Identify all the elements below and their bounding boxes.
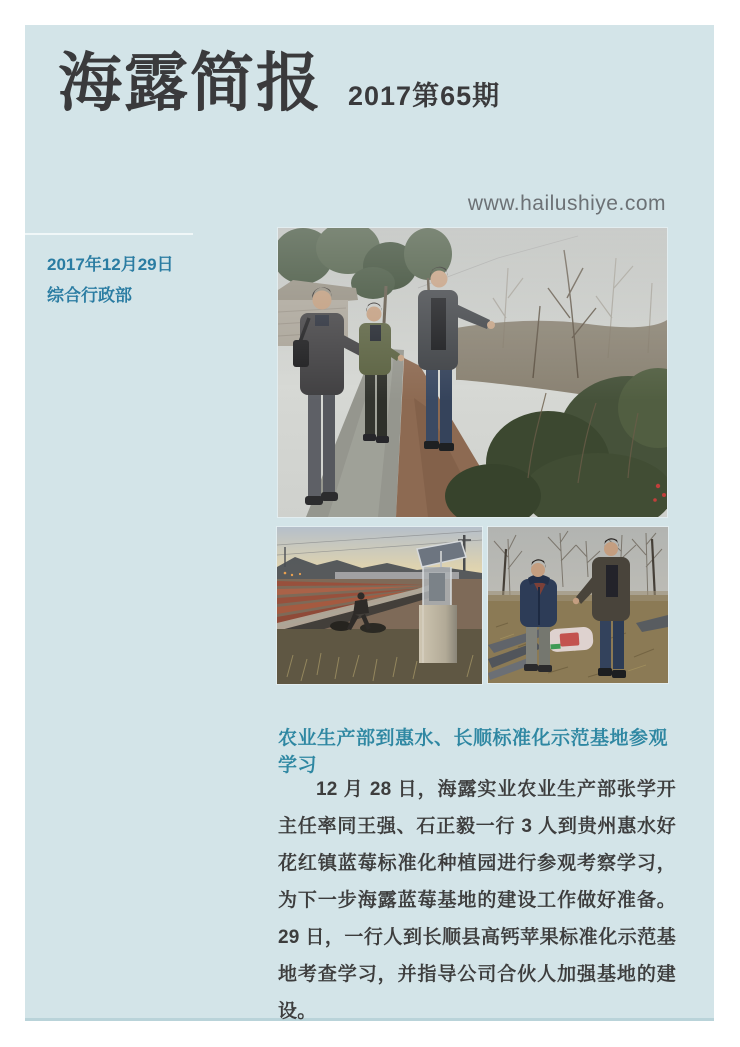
- issue-meta: [47, 249, 174, 311]
- article-headline: 农业生产部到惠水、长顺标准化示范基地参观学习: [278, 728, 669, 776]
- article-body: 12 月 28 日，海露实业农业生产部张学开主任率同王强、石正毅一行 3 人到贵州惠水好花红镇蓝莓标准化种植园进行参观考察学习，为下一步海露蓝莓基地的建设工作做好准备。29 日，一行人到长顺县高钙苹果标准化示范基地考查学习，并指导公司合伙人加强基地的建设。: [278, 779, 676, 1022]
- fertilizer-sack: [547, 626, 593, 652]
- masthead: [58, 47, 500, 121]
- website-url: www.hailushiye.com: [467, 192, 666, 215]
- newsletter-panel: [25, 25, 714, 1021]
- issue-number: 2017第65期: [348, 81, 501, 111]
- sidebar-divider: [25, 233, 193, 235]
- newsletter-title: 海露简报: [58, 47, 322, 119]
- orchard-photo: [488, 527, 668, 683]
- issue-date: 2017年12月29日: [47, 255, 174, 274]
- main-photo: [278, 228, 667, 517]
- field-photo: [277, 527, 482, 684]
- issue-department: 综合行政部: [47, 286, 132, 305]
